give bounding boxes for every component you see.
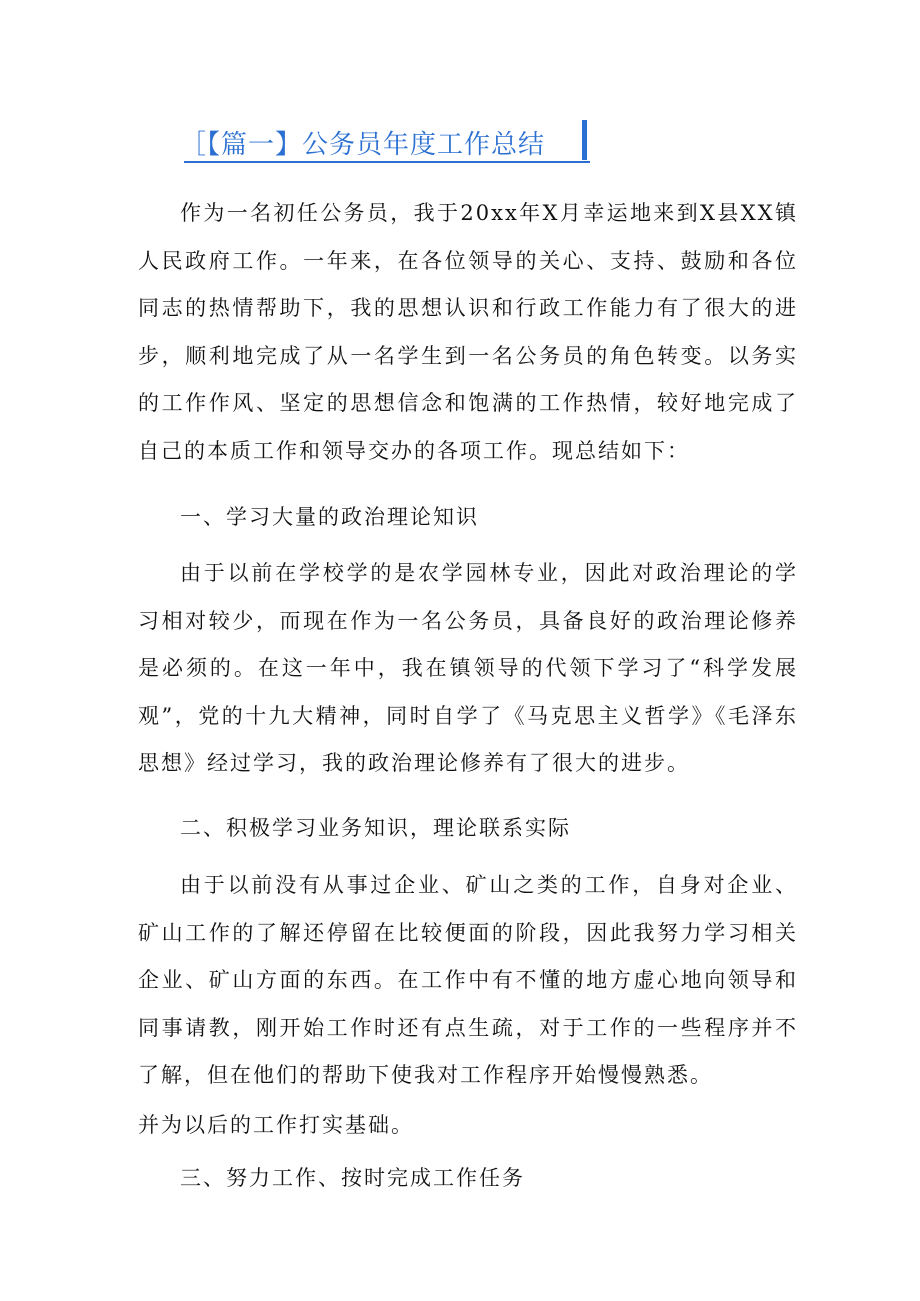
section-heading-2: 二、积极学习业务知识，理论联系实际 (180, 816, 571, 840)
text-cursor-bar (582, 120, 587, 160)
document-title-block (180, 116, 600, 166)
section-2-tail-line: 并为以后的工作打实基础。 (138, 1113, 414, 1137)
intro-paragraph: 作为一名初任公务员，我于20xx年X月幸运地来到X县XX镇人民政府工作。一年来，在各位领导的关心、支持、鼓励和各位同志的热情帮助下，我的思想认识和行政工作能力有了很大的进步，顺利地完成了从一名学生到一名公务员的角色转变。以务实的工作作风、坚定的思想信念和饱满的工作热情，较好地完成了自己的本质工作和领导交办的各项工作。现总结如下： (138, 201, 798, 463)
document-title: ［【篇一】公务员年度工作总结 (180, 130, 546, 160)
section-2-paragraph: 由于以前没有从事过企业、矿山之类的工作，自身对企业、矿山工作的了解还停留在比较便面的阶段，因此我努力学习相关企业、矿山方面的东西。在工作中有不懂的地方虚心地向领导和同事请教，刚开始工作时还有点生疏，对于工作的一些程序并不了解，但在他们的帮助下使我对工作程序开始慢慢熟悉。 (138, 873, 798, 1087)
title-underline (184, 161, 590, 163)
section-heading-1: 一、学习大量的政治理论知识 (180, 505, 479, 529)
section-1-paragraph: 由于以前在学校学的是农学园林专业，因此对政治理论的学习相对较少，而现在作为一名公务员，具备良好的政治理论修养是必须的。在这一年中，我在镇领导的代领下学习了“科学发展观”，党的十九大精神，同时自学了《马克思主义哲学》《毛泽东思想》经过学习，我的政治理论修养有了很大的进步。 (138, 561, 798, 775)
section-heading-3: 三、努力工作、按时完成工作任务 (180, 1166, 525, 1190)
